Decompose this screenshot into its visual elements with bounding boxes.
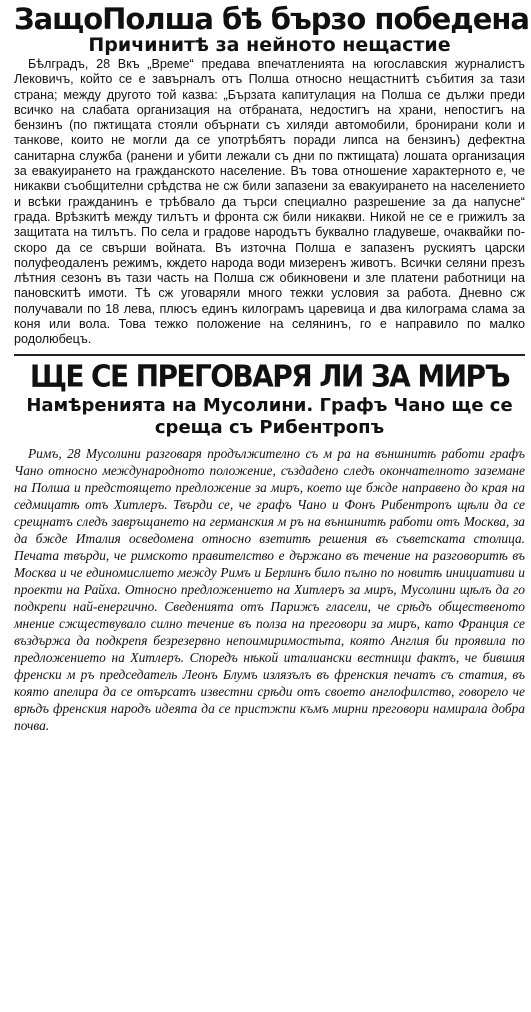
section-divider bbox=[14, 354, 525, 356]
article-peace-negotiations bbox=[14, 359, 525, 734]
article-headline: ЗащоПолша бѣ бързо победена bbox=[14, 2, 529, 36]
article-poland-defeat bbox=[14, 2, 529, 348]
article-subheadline: Причинитѣ за нейното нещастие bbox=[88, 34, 451, 56]
article-body: Бѣлградъ, 28 Вкъ „Време“ предава впечатленията на югославския журналистъ Лековичъ, който се е завърналъ отъ Полша относно нещастнитѣ събития за тази страна; между другото той казва: „Бързата капитулация на Полша се дължи преди всичко на слабата организация на отбраната, недостигъ на храни, непостигъ на бензинъ (по пжтищата стояли обърнати съ хиляди автомобили, бронирани коли и танкове, които не могли да се употрѣбятъ поради липса на бензинъ) дефектна санитарна служба (ранени и убити лежали съ дни по пжтищата) лошата организация за евакуирането на гражданското население. Въ това отношение характерното е, че никакви съобщителни срѣдства не сж били запазени за евакуирането на населението и всѣки гражданинъ е трѣбвало да търси специално разрешение за да напусне“ града. Врѣзкитѣ между тилътъ и фронта сж били никакви. Никой не се е грижилъ за защитата на тилътъ. По села и градове народътъ буквално гладувеше, очаквайки по-скоро да се свърши войната. Въ източна Полша е запазенъ рускиятъ царски полуфеодаленъ режимъ, кждето народа води мизеренъ животъ. Всички селяни презъ лѣтния сезонъ въ тази часть на Полша сж обикновени и зле платени работници на пановскитѣ имоти. Тѣ сж уговаряли много тежки условия за работа. Дневно сж получавали по 18 лева, плюсъ единъ килограмъ царевица и два килограма слама за коня или вола. Това тежко положение на селянинъ, го е направило по малко родолюбецъ. bbox=[14, 57, 525, 347]
article-body: Римъ, 28 Мусолини разговаря продължително съ м ра на външнитѣ работи графъ Чано относно международното положение, създадено следъ окончателното заземане на Полша и предстоящето предложение за миръ, което ще бжде направено до края на седмицатѣ отъ Хитлеръ. Твърди се, че графъ Чано и Фонъ Рибентропъ щѣли да се срещнатъ следъ завръщането на германския м ръ на външнитѣ работи отъ Москва, за да бжде Италия осведомена относно взетитѣ решения въ съветската столица. Печата твърди, че римското правителство е държано въ течение на разговоритѣ въ Москва и че единомислието между Римъ и Берлинъ било пълно по новитѣ инициативи и проекти на Райха. Относно предложението на Хитлеръ за миръ, Мусолини щѣлъ да го подкрепи най-енергично. Сведенията отъ Парижъ гласели, че срѣдъ общественото мнение сжществувало силно течение въ полза на преговори за миръ, като Франция се въздържа да подкрепя безрезервно непоимиримостьта, която Англия би проявила по предложението на Хитлеръ. Споредъ нѣкой италиански вестници фактъ, че бившия френски м ръ председатель Леонъ Блумъ излязълъ въ френския печатъ съ статия, въ която апелира да се отърсатъ известни срѣди отъ своето англофилство, говорело че врѣдъ френския народъ идеята да се пристжпи къмъ мирни преговори намирала добра почва. bbox=[14, 445, 525, 733]
article-subheadline: Намѣренията на Мусолини. Графъ Чано ще се среща съ Рибентропъ bbox=[26, 394, 513, 438]
article-headline: ЩЕ СЕ ПРЕГОВАРЯ ЛИ ЗА МИРЪ bbox=[29, 358, 510, 394]
